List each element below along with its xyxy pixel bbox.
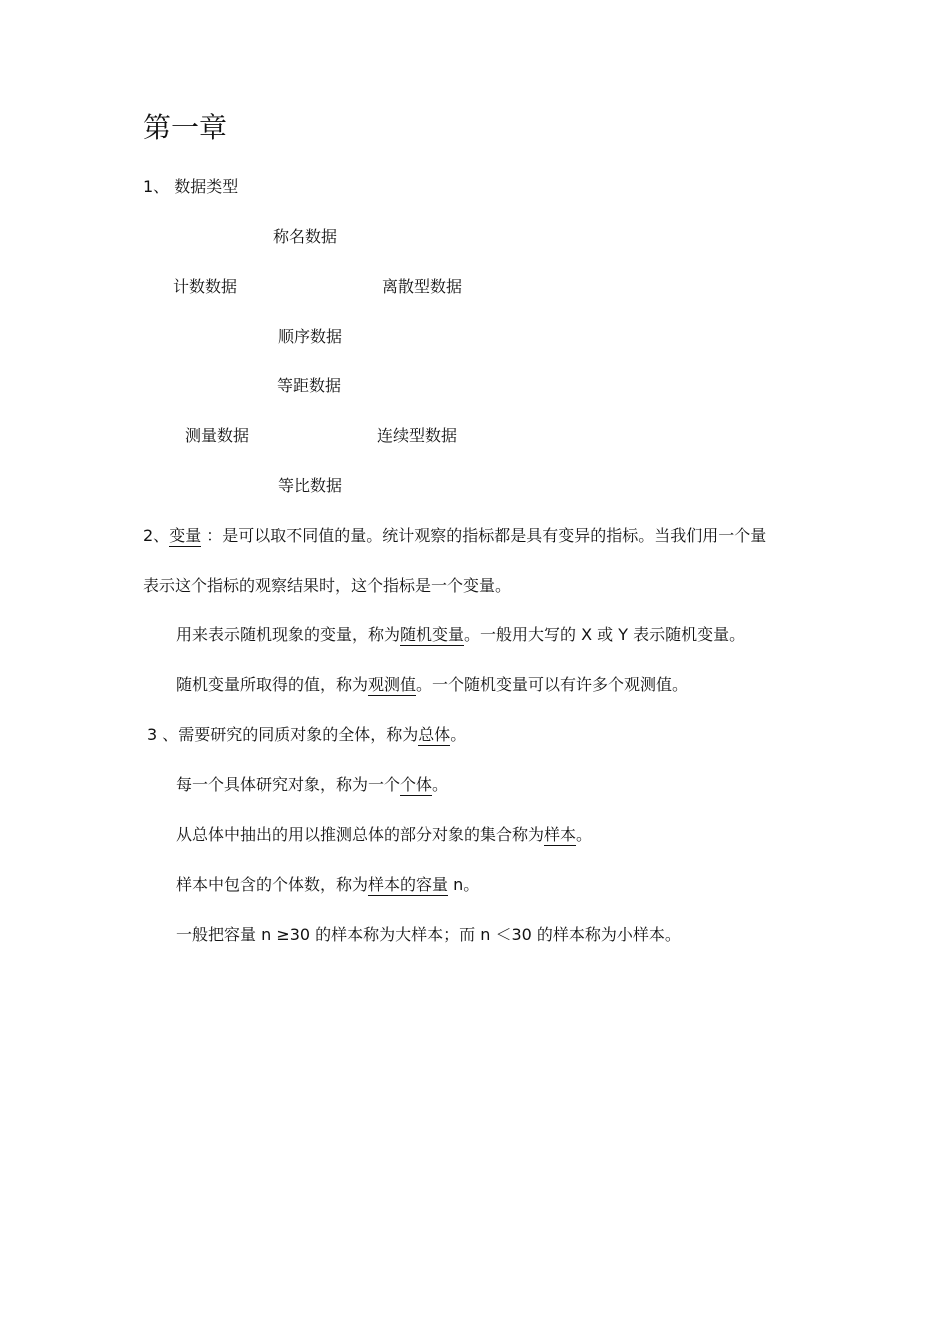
ind-post: 。	[432, 775, 449, 794]
variable-definition-line2: 表示这个指标的观察结果时，这个指标是一个变量。	[143, 576, 512, 595]
pop-pre: 3 、需要研究的同质对象的全体，称为	[147, 725, 419, 744]
section1-heading: 1、 数据类型	[143, 177, 239, 196]
ind-pre: 每一个具体研究对象，称为一个	[176, 775, 401, 794]
section2-number: 2、	[143, 526, 170, 545]
term-sample-size: 样本的容量	[368, 875, 449, 894]
sample-size-rule: 一般把容量 n ≥30 的样本称为大样本；而 n ＜30 的样本称为小样本。	[176, 925, 681, 944]
sample-pre: 从总体中抽出的用以推测总体的部分对象的集合称为	[176, 825, 545, 844]
obs-post: 。一个随机变量可以有许多个观测值。	[416, 675, 689, 694]
tree-measurement: 测量数据	[185, 426, 250, 445]
size-post: n。	[448, 875, 480, 894]
tree-discrete: 离散型数据	[382, 277, 463, 296]
rv-post: 。一般用大写的 X 或 Y 表示随机变量。	[464, 625, 746, 644]
individual-line	[176, 774, 448, 796]
obs-pre: 随机变量所取得的值，称为	[176, 675, 369, 694]
pop-post: 。	[450, 725, 467, 744]
population-line	[147, 724, 466, 746]
term-individual: 个体	[400, 775, 433, 794]
term-sample: 样本	[544, 825, 577, 844]
tree-count: 计数数据	[173, 277, 238, 296]
size-pre: 样本中包含的个体数，称为	[176, 875, 369, 894]
term-population: 总体	[418, 725, 451, 744]
tree-interval: 等距数据	[277, 376, 342, 395]
observed-value-line	[176, 674, 688, 696]
tree-nominal: 称名数据	[273, 227, 338, 246]
tree-ratio: 等比数据	[278, 476, 343, 495]
random-variable-line	[176, 624, 745, 646]
tree-continuous: 连续型数据	[377, 426, 458, 445]
rv-pre: 用来表示随机现象的变量，称为	[176, 625, 401, 644]
term-variable: 变量	[169, 526, 202, 545]
sample-size-line	[176, 874, 479, 896]
sample-line	[176, 824, 592, 846]
term-observed-value: 观测值	[368, 675, 417, 694]
sample-post: 。	[576, 825, 593, 844]
chapter-title: 第一章	[143, 111, 228, 144]
variable-definition-text: ：是可以取不同值的量。统计观察的指标都是具有变异的指标。当我们用一个量	[201, 526, 767, 545]
variable-definition-line1	[143, 525, 766, 547]
term-random-variable: 随机变量	[400, 625, 465, 644]
tree-ordinal: 顺序数据	[278, 327, 343, 346]
